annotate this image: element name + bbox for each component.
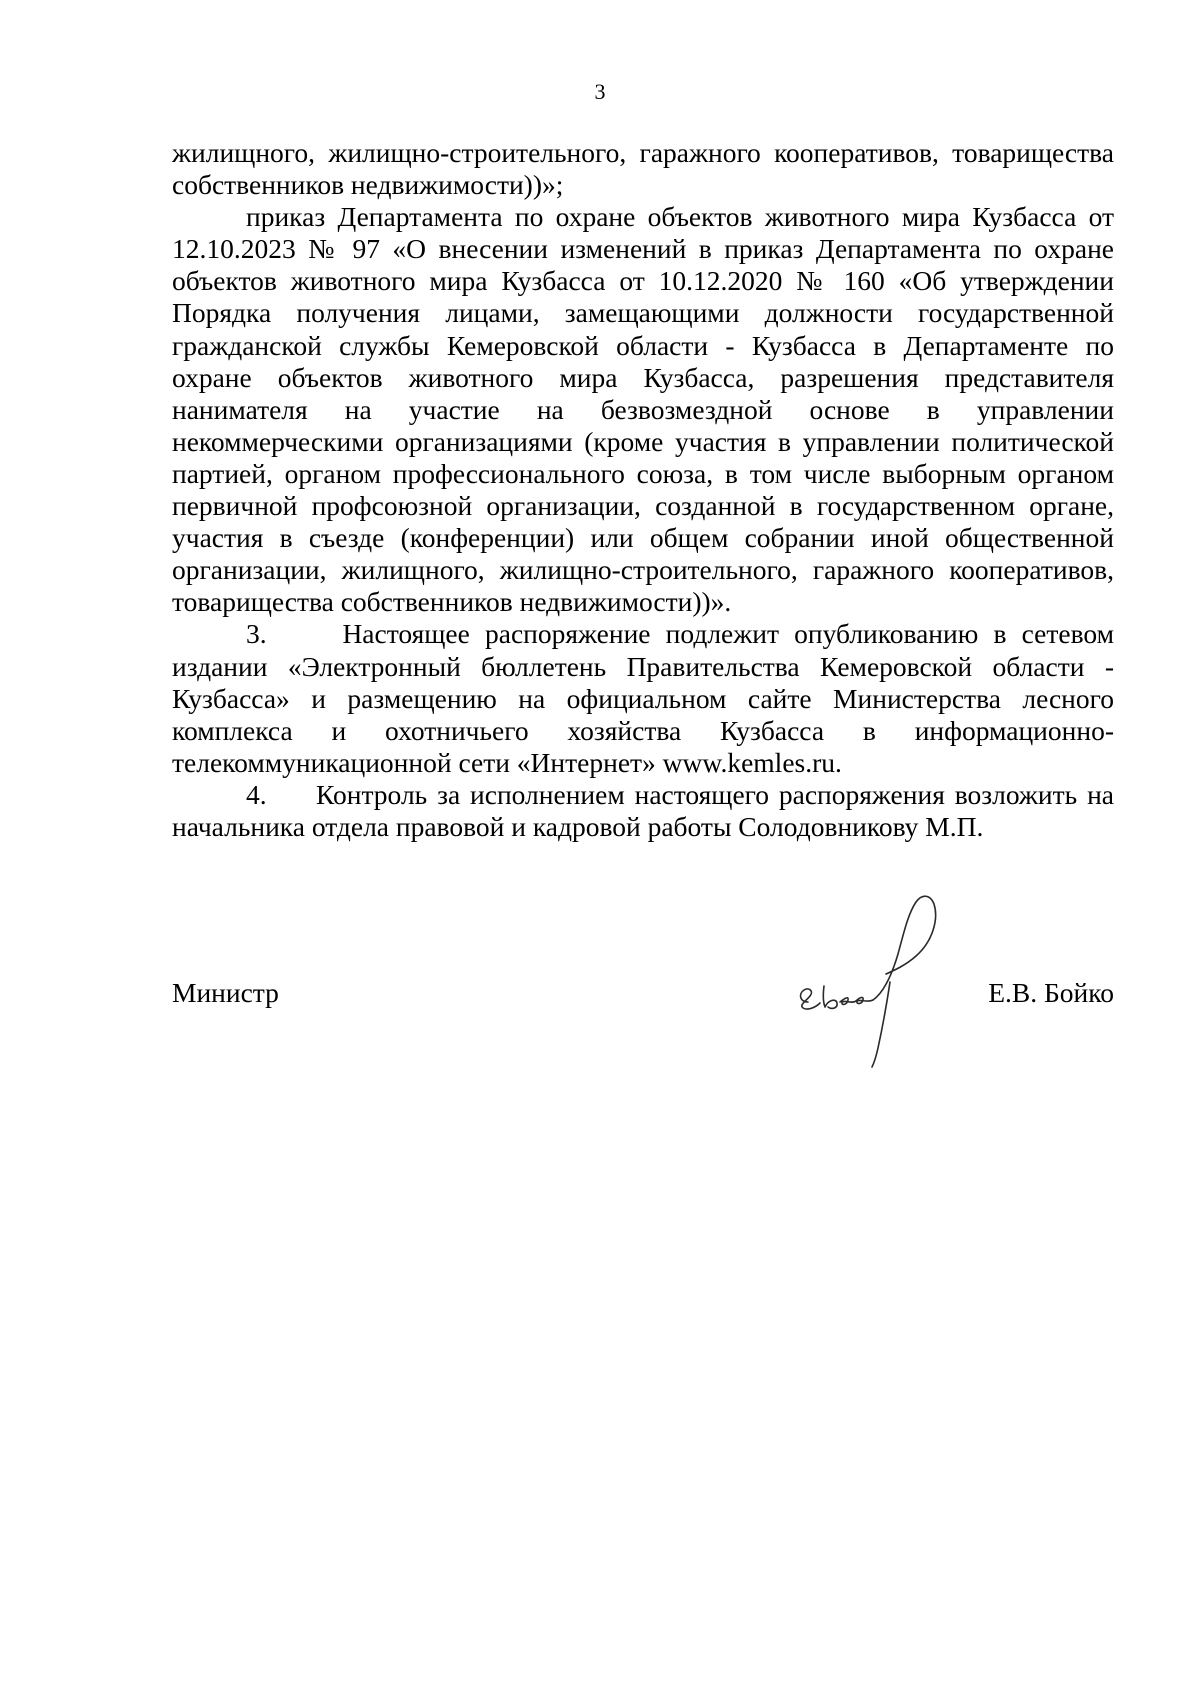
paragraph-order-reference: приказ Департамента по охране объектов животного мира Кузбасса от 12.10.2023 № 97 «О внесении изменений в приказ Департамента по охране объектов животного мира Кузбасса от 10.12.2020 № 160 «Об утверждении Порядка получения лицами, замещающими должности государственной гражданской службы Кемеровской области - Кузбасса в Департаменте по охране объектов животного мира Кузбасса, разрешения представителя нанимателя на участие на безвозмездной основе в управлении некоммерческими организациями (кроме участия в управлении политической партией, органом профессионального союза, в том числе выборным органом первичной профсоюзной организации, созданной в государственном органе, участия в съезде (конференции) или общем собрании иной общественной организации, жилищного, жилищно-строительного, гаражного кооперативов, товарищества собственников недвижимости))». — [172, 201, 1114, 618]
paragraph-item-3: 3. Настоящее распоряжение подлежит опубликованию в сетевом издании «Электронный бюллетень Правительства Кемеровской области - Кузбасса» и размещению на официальном сайте Министерства лесного комплекса и охотничьего хозяйства Кузбасса в информационно-телекоммуникационной сети «Интернет» www.kemles.ru. — [172, 618, 1114, 778]
paragraph-continuation: жилищного, жилищно-строительного, гаражного кооперативов, товарищества собственников недвижимости))»; — [172, 137, 1114, 201]
signer-name: Е.В. Бойко — [988, 977, 1114, 1008]
document-body — [172, 137, 1114, 843]
page-number: 3 — [594, 79, 606, 104]
paragraph-item-4: 4. Контроль за исполнением настоящего распоряжения возложить на начальника отдела правовой и кадровой работы Солодовникову М.П. — [172, 778, 1114, 842]
signer-title: Министр — [172, 977, 279, 1008]
signature-block — [172, 977, 1114, 1017]
handwritten-signature — [790, 890, 960, 1070]
